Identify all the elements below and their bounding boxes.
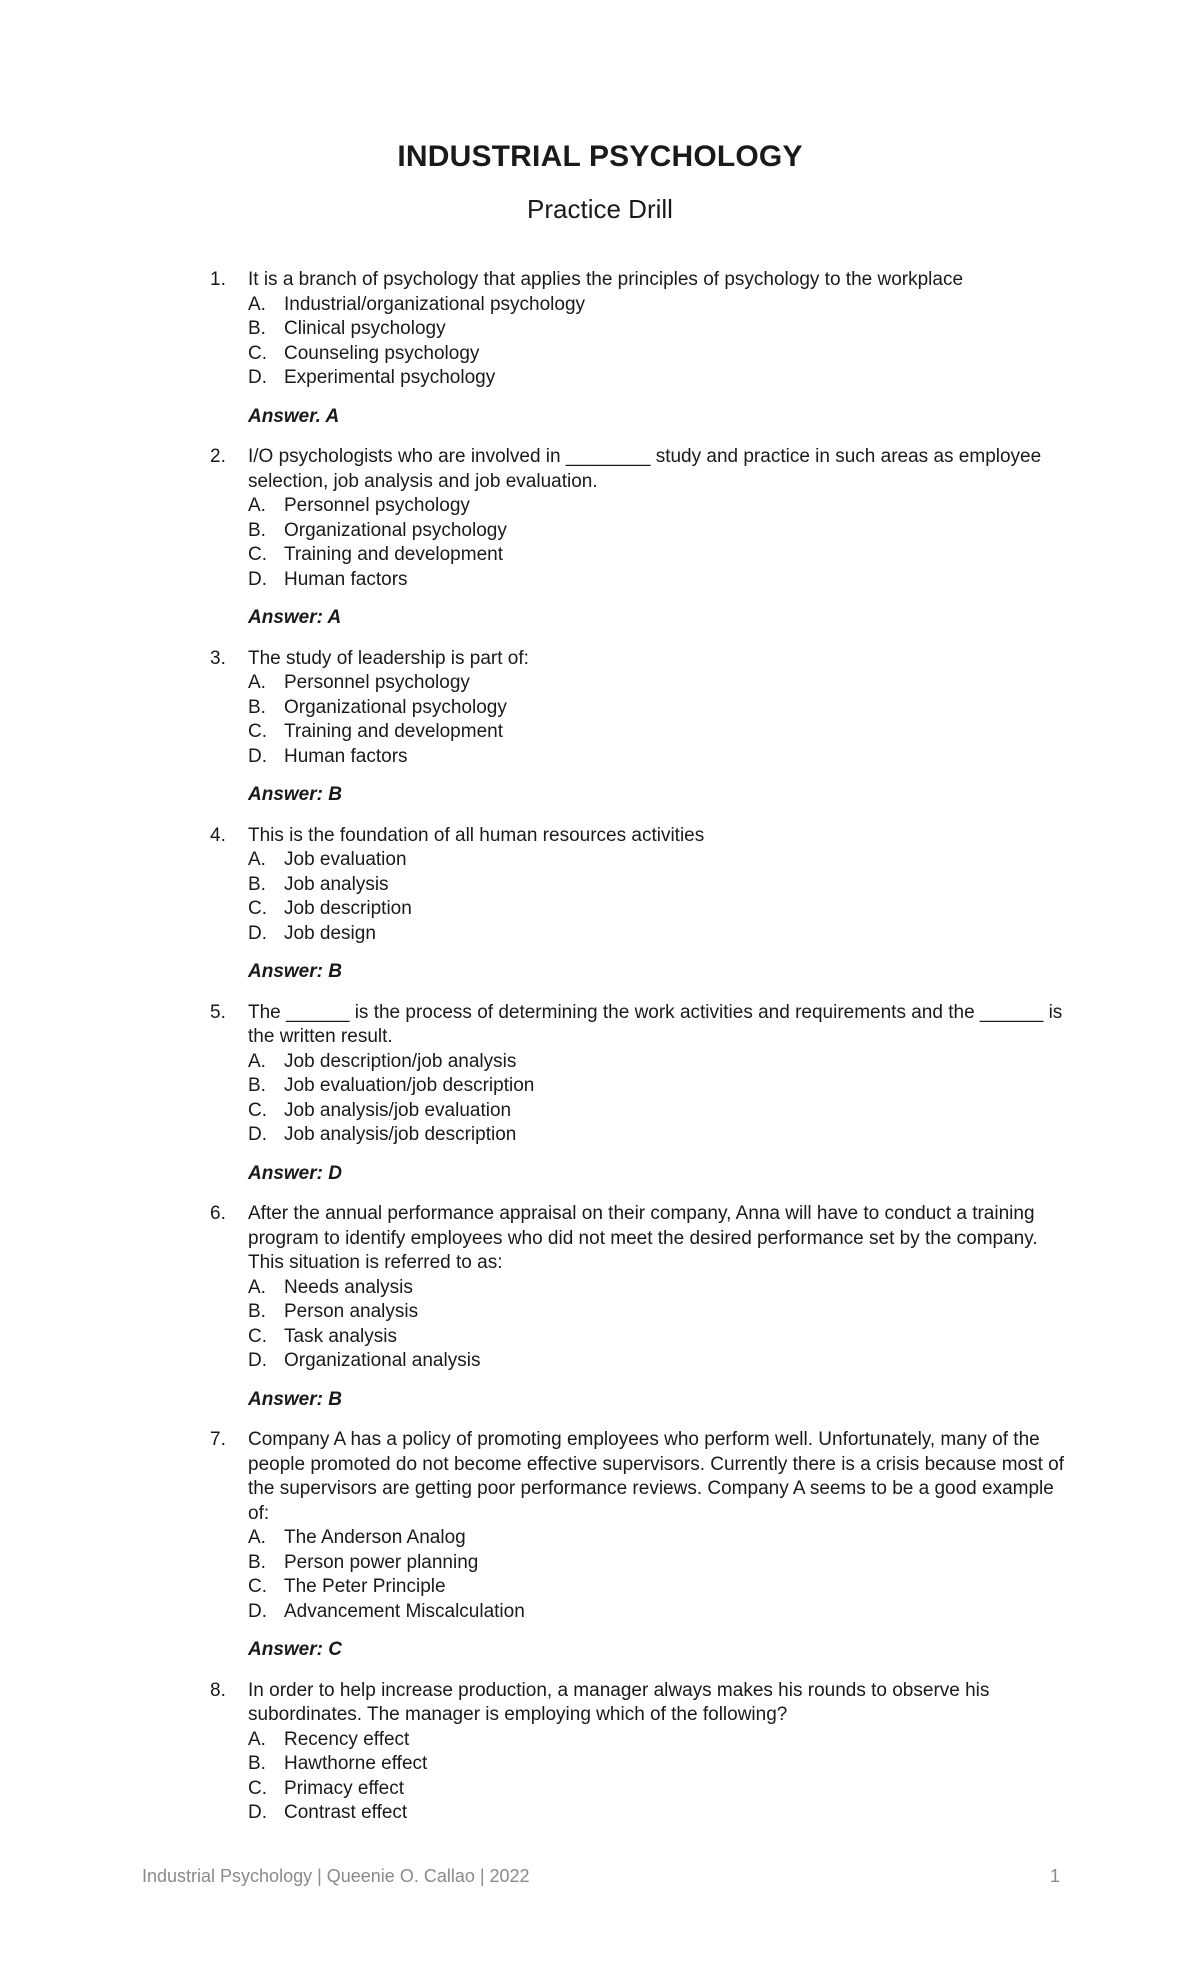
- answer-key: Answer: C: [248, 1639, 342, 1660]
- option-text: Job evaluation/job description: [284, 1075, 535, 1096]
- answer-option: [248, 494, 1070, 519]
- option-text: Needs analysis: [284, 1276, 413, 1298]
- option-letter: D.: [248, 922, 267, 944]
- option-list: [248, 1728, 1070, 1826]
- question-number: 7.: [210, 1429, 226, 1450]
- question-text: I/O psychologists who are involved in ________ study and practice in such areas as employee selection, job analysis and job evaluation.: [248, 446, 1042, 492]
- option-letter: A.: [248, 293, 266, 315]
- question-item: [210, 1679, 1070, 1826]
- answer-option: [248, 873, 1070, 898]
- option-text: Counseling psychology: [284, 342, 480, 364]
- option-letter: C.: [248, 544, 267, 565]
- option-text: Task analysis: [284, 1325, 397, 1347]
- option-text: Experimental psychology: [284, 367, 496, 388]
- option-letter: B.: [248, 1753, 266, 1774]
- answer-option: [248, 696, 1070, 721]
- option-letter: D.: [248, 1600, 267, 1622]
- option-text: Job description/job analysis: [284, 1050, 517, 1072]
- option-letter: D.: [248, 1124, 267, 1145]
- question-item: [210, 268, 1070, 429]
- option-letter: C.: [248, 721, 267, 742]
- option-text: Personnel psychology: [284, 672, 470, 693]
- answer-option: [248, 1349, 1070, 1374]
- answer-option: [248, 1801, 1070, 1826]
- option-letter: C.: [248, 898, 267, 919]
- option-text: Recency effect: [284, 1728, 410, 1750]
- question-item: [210, 1202, 1070, 1412]
- question-list: [210, 268, 1070, 1826]
- answer-option: [248, 922, 1070, 947]
- answer-option: [248, 745, 1070, 770]
- option-text: Training and development: [284, 544, 503, 565]
- document-title: INDUSTRIAL PSYCHOLOGY: [397, 140, 803, 173]
- option-letter: B.: [248, 519, 266, 541]
- answer-key: Answer: D: [248, 1162, 342, 1184]
- question-text: After the annual performance appraisal on their company, Anna will have to conduct a training program to identify employees who did not meet the desired performance set by the company. This situation is referred to as:: [248, 1203, 1038, 1273]
- option-letter: A.: [248, 495, 266, 516]
- answer-option: [248, 1074, 1070, 1099]
- option-text: Job analysis/job description: [284, 1124, 517, 1145]
- option-letter: B.: [248, 318, 266, 339]
- option-text: Hawthorne effect: [284, 1753, 428, 1774]
- option-text: Job evaluation: [284, 849, 407, 870]
- option-letter: D.: [248, 1802, 267, 1823]
- option-list: [248, 494, 1070, 592]
- answer-option: [248, 543, 1070, 568]
- question-text: Company A has a policy of promoting employees who perform well. Unfortunately, many of the people promoted do not become effective supervisors. Currently there is a crisis because most of the supervisors are getting poor performance reviews. Company A seems to be a good example of:: [248, 1429, 1064, 1524]
- question-item: [210, 1428, 1070, 1663]
- option-text: Person analysis: [284, 1301, 419, 1322]
- answer-key: Answer: B: [248, 1388, 342, 1410]
- question-number: 2.: [210, 446, 226, 467]
- option-text: Advancement Miscalculation: [284, 1600, 525, 1622]
- option-letter: D.: [248, 1350, 267, 1371]
- option-text: Job description: [284, 898, 412, 919]
- question-item: [210, 824, 1070, 985]
- answer-option: [248, 1123, 1070, 1148]
- option-letter: A.: [248, 672, 266, 693]
- option-letter: C.: [248, 342, 267, 364]
- answer-option: [248, 366, 1070, 391]
- answer-option: [248, 1777, 1070, 1802]
- option-letter: C.: [248, 1777, 267, 1799]
- option-letter: D.: [248, 745, 267, 767]
- answer-option: [248, 1276, 1070, 1301]
- answer-key: Answer: A: [248, 607, 342, 628]
- option-letter: B.: [248, 873, 266, 895]
- question-number: 3.: [210, 647, 226, 669]
- answer-option: [248, 568, 1070, 593]
- answer-option: [248, 293, 1070, 318]
- option-letter: D.: [248, 367, 267, 388]
- answer-option: [248, 848, 1070, 873]
- question-number: 4.: [210, 824, 226, 846]
- answer-key: Answer: B: [248, 961, 342, 982]
- footer-text: Industrial Psychology | Queenie O. Callao | 2022: [142, 1866, 530, 1886]
- question-number: 5.: [210, 1001, 226, 1023]
- option-text: Industrial/organizational psychology: [284, 293, 586, 315]
- option-text: The Peter Principle: [284, 1576, 446, 1597]
- option-text: Job analysis/job evaluation: [284, 1099, 512, 1121]
- option-letter: B.: [248, 1075, 266, 1096]
- answer-option: [248, 1300, 1070, 1325]
- question-text: This is the foundation of all human resources activities: [248, 824, 705, 846]
- option-text: Primacy effect: [284, 1777, 405, 1799]
- option-text: Personnel psychology: [284, 495, 470, 516]
- option-list: [248, 848, 1070, 946]
- answer-option: [248, 1099, 1070, 1124]
- option-text: Organizational analysis: [284, 1350, 481, 1371]
- option-list: [248, 1050, 1070, 1148]
- option-list: [248, 671, 1070, 769]
- answer-option: [248, 1752, 1070, 1777]
- option-text: Human factors: [284, 568, 408, 590]
- question-item: [210, 647, 1070, 808]
- question-text: The ______ is the process of determining the work activities and requirements and the ______ is the written result.: [248, 1001, 1063, 1047]
- question-number: 6.: [210, 1203, 226, 1224]
- page-number: 1: [1049, 1866, 1060, 1886]
- option-letter: A.: [248, 1050, 266, 1072]
- answer-key: Answer. A: [248, 405, 340, 427]
- option-text: The Anderson Analog: [284, 1527, 466, 1548]
- option-text: Organizational psychology: [284, 696, 507, 718]
- option-list: [248, 293, 1070, 391]
- option-text: Contrast effect: [284, 1802, 408, 1823]
- answer-option: [248, 897, 1070, 922]
- option-letter: A.: [248, 849, 266, 870]
- option-letter: A.: [248, 1276, 266, 1298]
- answer-option: [248, 1600, 1070, 1625]
- question-number: 8.: [210, 1679, 226, 1701]
- document-subtitle: Practice Drill: [527, 194, 673, 224]
- option-text: Job analysis: [284, 873, 389, 895]
- option-letter: A.: [248, 1527, 266, 1548]
- option-text: Training and development: [284, 721, 503, 742]
- answer-option: [248, 671, 1070, 696]
- answer-option: [248, 1526, 1070, 1551]
- answer-option: [248, 342, 1070, 367]
- answer-option: [248, 1050, 1070, 1075]
- answer-option: [248, 1575, 1070, 1600]
- option-list: [248, 1526, 1070, 1624]
- option-text: Organizational psychology: [284, 519, 507, 541]
- answer-option: [248, 519, 1070, 544]
- option-letter: C.: [248, 1325, 267, 1347]
- answer-option: [248, 720, 1070, 745]
- question-text: It is a branch of psychology that applies the principles of psychology to the workplace: [248, 269, 964, 290]
- question-item: [210, 445, 1070, 631]
- answer-key: Answer: B: [248, 784, 342, 805]
- answer-option: [248, 1551, 1070, 1576]
- option-letter: D.: [248, 568, 267, 590]
- option-letter: A.: [248, 1728, 266, 1750]
- option-letter: B.: [248, 1551, 266, 1573]
- question-text: In order to help increase production, a manager always makes his rounds to observe his subordinates. The manager is employing which of the following?: [248, 1679, 990, 1725]
- option-letter: B.: [248, 1301, 266, 1322]
- option-letter: C.: [248, 1576, 267, 1597]
- option-letter: C.: [248, 1099, 267, 1121]
- question-item: [210, 1001, 1070, 1187]
- answer-option: [248, 1728, 1070, 1753]
- answer-option: [248, 317, 1070, 342]
- option-text: Job design: [284, 922, 376, 944]
- question-text: The study of leadership is part of:: [248, 647, 529, 669]
- answer-option: [248, 1325, 1070, 1350]
- option-letter: B.: [248, 696, 266, 718]
- option-text: Person power planning: [284, 1551, 479, 1573]
- option-list: [248, 1276, 1070, 1374]
- option-text: Clinical psychology: [284, 318, 446, 339]
- question-number: 1.: [210, 269, 226, 290]
- option-text: Human factors: [284, 745, 408, 767]
